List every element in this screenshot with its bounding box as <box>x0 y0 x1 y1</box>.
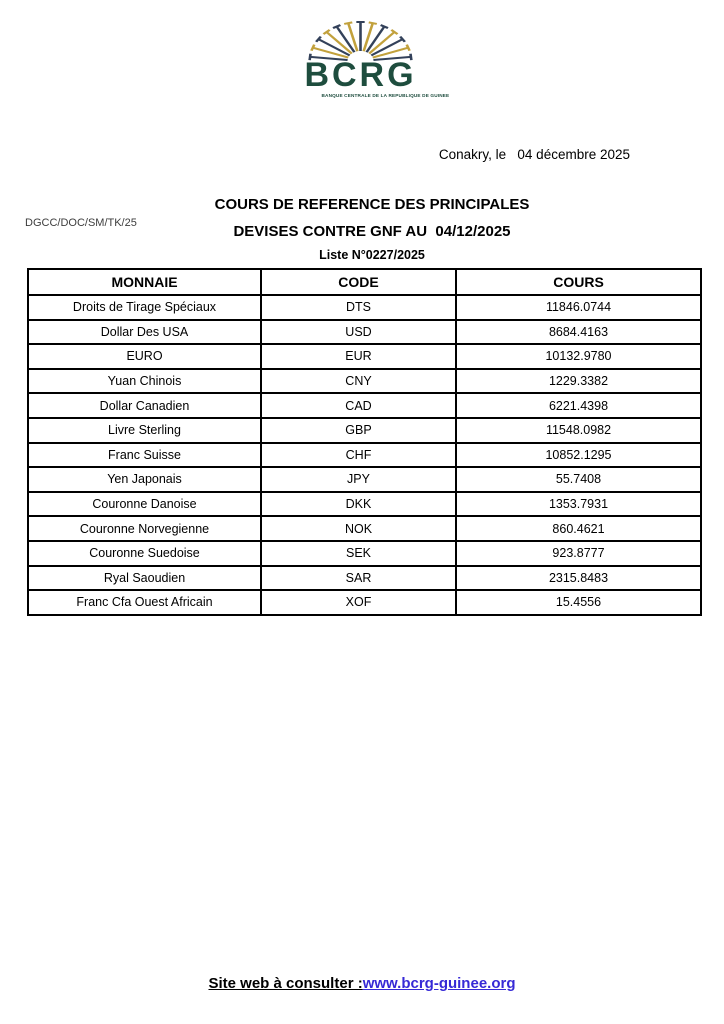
table-row <box>28 492 701 517</box>
code-cell: DKK <box>261 492 456 517</box>
table-header-row <box>28 269 701 295</box>
code-cell: CAD <box>261 393 456 418</box>
monnaie-cell: Dollar Canadien <box>28 393 261 418</box>
monnaie-cell: Yuan Chinois <box>28 369 261 394</box>
monnaie-cell: Couronne Suedoise <box>28 541 261 566</box>
monnaie-cell: EURO <box>28 344 261 369</box>
monnaie-cell: Dollar Des USA <box>28 320 261 345</box>
code-cell: CNY <box>261 369 456 394</box>
cours-cell: 15.4556 <box>456 590 701 615</box>
code-cell: XOF <box>261 590 456 615</box>
footer <box>0 975 724 992</box>
monnaie-cell: Ryal Saoudien <box>28 566 261 591</box>
document-title-line1: COURS DE REFERENCE DES PRINCIPALES <box>214 196 530 213</box>
cours-cell: 10132.9780 <box>456 344 701 369</box>
list-number: Liste N°0227/2025 <box>319 248 425 262</box>
code-cell: CHF <box>261 443 456 468</box>
cours-cell: 6221.4398 <box>456 393 701 418</box>
table-row <box>28 566 701 591</box>
bcrg-logo <box>286 13 450 103</box>
cours-cell: 8684.4163 <box>456 320 701 345</box>
table-row <box>28 541 701 566</box>
place-date: Conakry, le 04 décembre 2025 <box>438 147 630 162</box>
monnaie-cell: Droits de Tirage Spéciaux <box>28 295 261 320</box>
monnaie-cell: Couronne Norvegienne <box>28 516 261 541</box>
header-cours: COURS <box>456 269 701 295</box>
logo-acronym: BCRG <box>304 56 417 94</box>
monnaie-cell: Livre Sterling <box>28 418 261 443</box>
code-cell: SAR <box>261 566 456 591</box>
exchange-rates-table <box>27 268 702 616</box>
document-title-line2: DEVISES CONTRE GNF AU 04/12/2025 <box>233 223 511 240</box>
monnaie-cell: Couronne Danoise <box>28 492 261 517</box>
header-code: CODE <box>261 269 456 295</box>
table-row <box>28 344 701 369</box>
cours-cell: 1353.7931 <box>456 492 701 517</box>
code-cell: SEK <box>261 541 456 566</box>
cours-cell: 11846.0744 <box>456 295 701 320</box>
code-cell: GBP <box>261 418 456 443</box>
code-cell: DTS <box>261 295 456 320</box>
table-row <box>28 443 701 468</box>
cours-cell: 10852.1295 <box>456 443 701 468</box>
sunburst-rays-icon <box>296 13 426 61</box>
table-row <box>28 418 701 443</box>
title-block <box>0 191 724 262</box>
footer-label: Site web à consulter : <box>208 975 363 992</box>
cours-cell: 860.4621 <box>456 516 701 541</box>
table-row <box>28 467 701 492</box>
table-row <box>28 320 701 345</box>
cours-cell: 2315.8483 <box>456 566 701 591</box>
monnaie-cell: Franc Cfa Ouest Africain <box>28 590 261 615</box>
reference-number: DGCC/DOC/SM/TK/25 <box>25 217 137 229</box>
table-row <box>28 393 701 418</box>
table-row <box>28 295 701 320</box>
logo-tagline: BANQUE CENTRALE DE LA REPUBLIQUE DE GUINEE <box>321 93 450 99</box>
table-row <box>28 369 701 394</box>
cours-cell: 923.8777 <box>456 541 701 566</box>
monnaie-cell: Franc Suisse <box>28 443 261 468</box>
code-cell: USD <box>261 320 456 345</box>
cours-cell: 1229.3382 <box>456 369 701 394</box>
table-row <box>28 590 701 615</box>
header-monnaie: MONNAIE <box>28 269 261 295</box>
monnaie-cell: Yen Japonais <box>28 467 261 492</box>
cours-cell: 55.7408 <box>456 467 701 492</box>
table-row <box>28 516 701 541</box>
code-cell: EUR <box>261 344 456 369</box>
code-cell: JPY <box>261 467 456 492</box>
code-cell: NOK <box>261 516 456 541</box>
website-link[interactable]: www.bcrg-guinee.org <box>362 975 516 992</box>
cours-cell: 11548.0982 <box>456 418 701 443</box>
